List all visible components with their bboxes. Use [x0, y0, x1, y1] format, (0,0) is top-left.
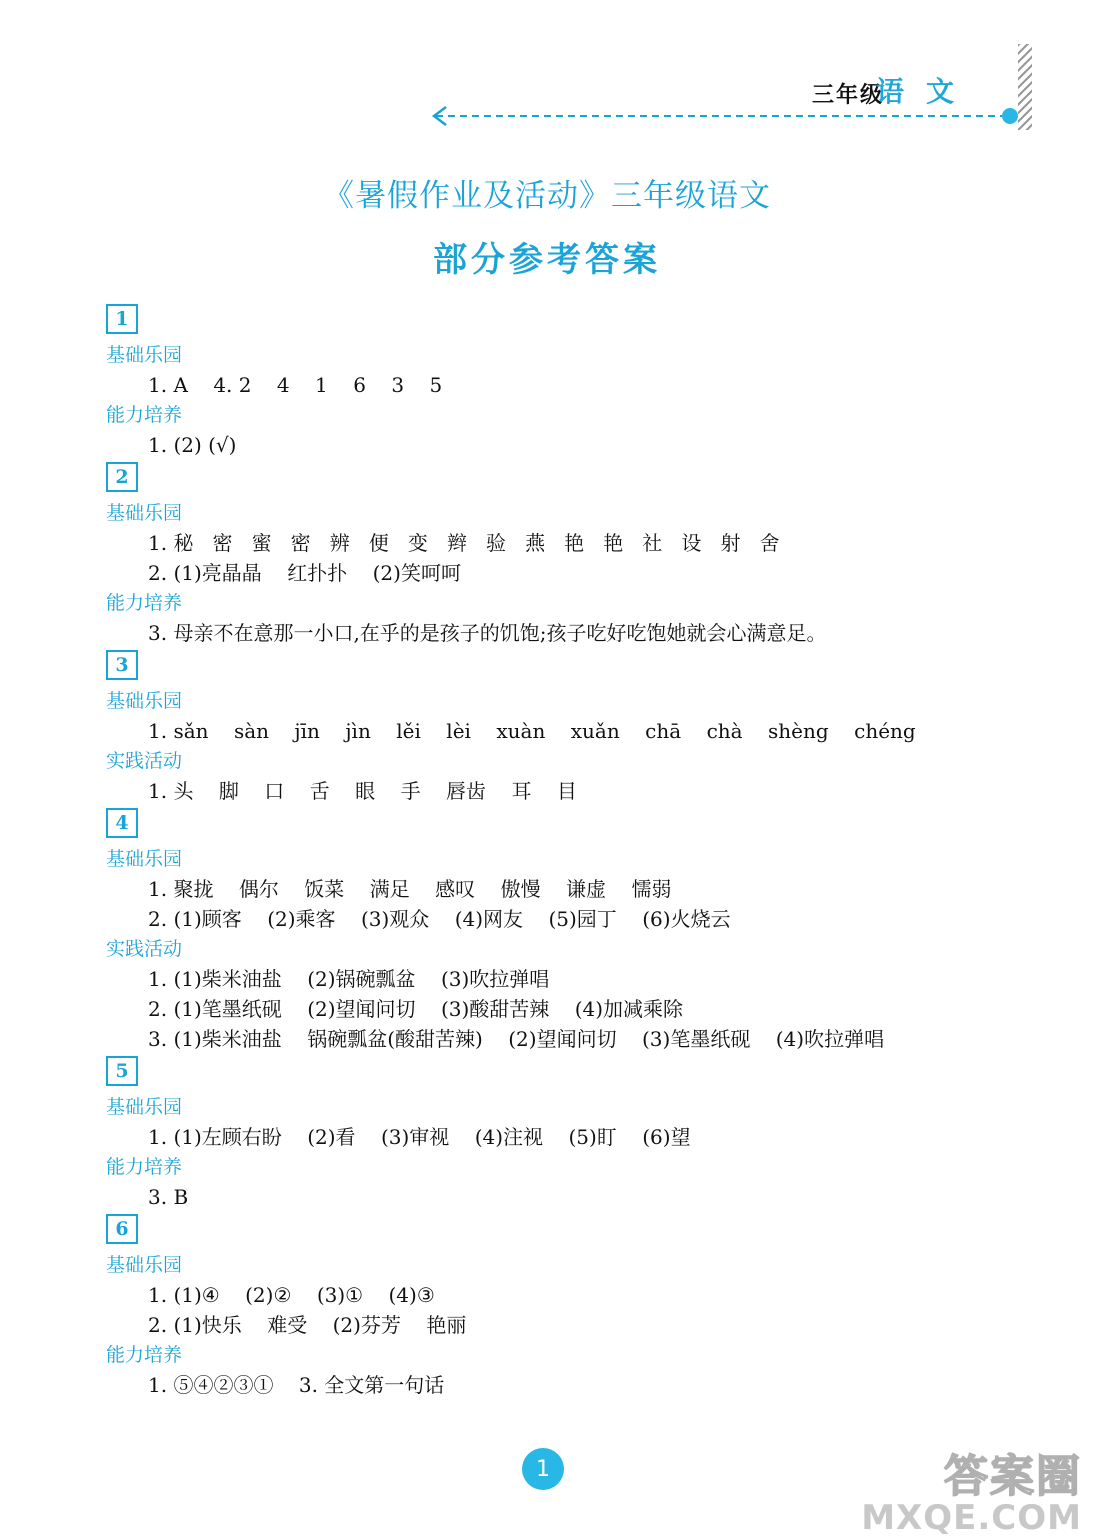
unit-number-box: 2	[106, 462, 138, 492]
answer-line: 1. (2) (√)	[148, 433, 237, 457]
section-label: 基础乐园	[106, 690, 183, 712]
unit-number-box: 1	[106, 304, 138, 334]
answer-line: 1. (1)左顾右盼 (2)看 (3)审视 (4)注视 (5)盯 (6)望	[148, 1125, 691, 1149]
section-label: 能力培养	[106, 1156, 183, 1178]
watermark-url: MXQE.COM	[861, 1498, 1082, 1538]
section-label: 基础乐园	[106, 848, 183, 870]
answer-line: 1. 秘 密 蜜 密 辨 便 变 辫 验 燕 艳 艳 社 设 射 舍	[148, 531, 780, 555]
answer-line: 1. (1)柴米油盐 (2)锅碗瓢盆 (3)吹拉弹唱	[148, 967, 550, 991]
answer-line: 1. (1)④ (2)② (3)① (4)③	[148, 1283, 435, 1307]
section-label: 基础乐园	[106, 1096, 183, 1118]
answer-line: 3. (1)柴米油盐 锅碗瓢盆(酸甜苦辣) (2)望闻问切 (3)笔墨纸砚 (4)吹拉弹唱	[148, 1027, 885, 1051]
watermark-logo: 答案圈	[944, 1451, 1082, 1502]
header-subject: 语文	[875, 75, 976, 108]
section-label: 实践活动	[106, 938, 183, 960]
answer-line: 2. (1)顾客 (2)乘客 (3)观众 (4)网友 (5)园丁 (6)火烧云	[148, 907, 731, 931]
unit-number-box: 3	[106, 650, 138, 680]
answer-line: 1. 头 脚 口 舌 眼 手 唇齿 耳 目	[148, 779, 577, 803]
section-label: 基础乐园	[106, 502, 183, 524]
section-label: 能力培养	[106, 1344, 183, 1366]
answer-line: 3. B	[148, 1185, 189, 1209]
answer-line: 2. (1)亮晶晶 红扑扑 (2)笑呵呵	[148, 561, 461, 585]
document-subtitle: 部分参考答案	[433, 240, 661, 280]
page-number: 1	[522, 1448, 564, 1490]
unit-number-box: 5	[106, 1056, 138, 1086]
header-arrow-line	[430, 104, 1030, 128]
section-label: 实践活动	[106, 750, 183, 772]
section-label: 基础乐园	[106, 344, 183, 366]
answer-line: 2. (1)快乐 难受 (2)芬芳 艳丽	[148, 1313, 467, 1337]
answer-line: 1. 聚拢 偶尔 饭菜 满足 感叹 傲慢 谦虚 懦弱	[148, 877, 672, 901]
unit-number-box: 4	[106, 808, 138, 838]
answer-line: 1. A 4. 2 4 1 6 3 5	[148, 373, 443, 397]
watermark	[861, 1440, 1082, 1538]
answer-line: 2. (1)笔墨纸砚 (2)望闻问切 (3)酸甜苦辣 (4)加减乘除	[148, 997, 684, 1021]
answer-line: 3. 母亲不在意那一小口,在乎的是孩子的饥饱;孩子吃好吃饱她就会心满意足。	[148, 621, 827, 645]
header-grade: 三年级	[811, 83, 884, 108]
section-label: 基础乐园	[106, 1254, 183, 1276]
section-label: 能力培养	[106, 592, 183, 614]
answer-line: 1. sǎn sàn jīn jìn lěi lèi xuàn xuǎn chā chà shèng chéng	[148, 719, 916, 743]
document-title: 《暑假作业及活动》三年级语文	[323, 178, 771, 214]
section-label: 能力培养	[106, 404, 183, 426]
answer-content	[106, 302, 1066, 1400]
answer-line: 1. ⑤④②③① 3. 全文第一句话	[148, 1373, 445, 1397]
unit-number-box: 6	[106, 1214, 138, 1244]
